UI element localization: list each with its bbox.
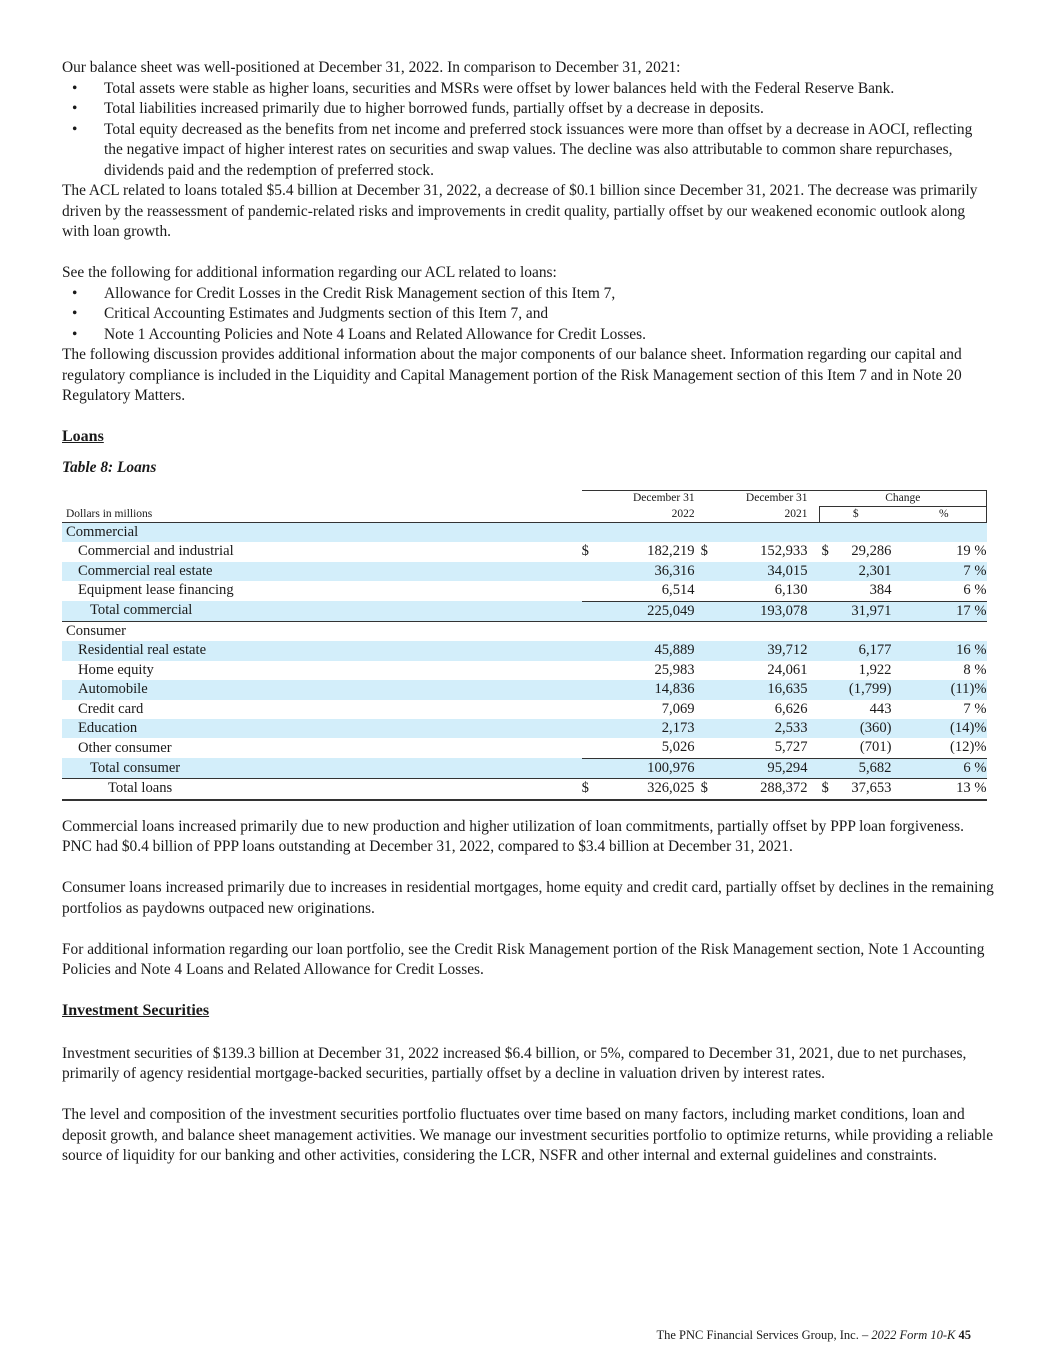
table-row: Total consumer 100,976 95,294 5,682 6 % <box>62 758 987 778</box>
see-following-bullet-list <box>62 284 994 346</box>
table-row: Equipment lease financing 6,514 6,130 384 6 % <box>62 581 987 601</box>
intro-lead: Our balance sheet was well-positioned at December 31, 2022. In comparison to December 31, 2021: <box>62 59 681 76</box>
intro-bullet-list <box>62 79 994 182</box>
table-title: Table 8: Loans <box>62 458 157 476</box>
table-row-total: Total loans $ 326,025 $ 288,372 $ 37,653 13 % <box>62 779 987 800</box>
bullet-icon: • <box>72 284 78 302</box>
consumer-loans-paragraph: Consumer loans increased primarily due to increases in residential mortgages, home equity and credit card, partially offset by declines in the remaining portfolios as paydowns outpaced new originations. <box>62 879 994 917</box>
document-page <box>62 58 994 1167</box>
bullet-icon: • <box>72 305 78 322</box>
bullet-icon: • <box>72 79 78 97</box>
loans-table <box>62 490 987 801</box>
table-row: Automobile 14,836 16,635 (1,799) (11)% <box>62 680 987 699</box>
table-row <box>62 523 987 543</box>
securities-paragraph-1: Investment securities of $139.3 billion at December 31, 2022 increased $6.4 billion, or 5%, compared to December 31, 2021, due to net purchases, primarily of agency residential mortgage-backed securities, partially offset by a decline in valuation driven by interest rates. <box>62 1044 967 1083</box>
list-item: • Critical Accounting Estimates and Judgments section of this Item 7, and <box>62 304 994 325</box>
bullet-icon: • <box>72 120 78 138</box>
acl-paragraph: The ACL related to loans totaled $5.4 billion at December 31, 2022, a decrease of $0.1 billion since December 31, 2021. The decrease was primarily driven by the reassessment of pandemic-related risks and improvements in credit quality, partially offset by our weakened economic outlook along with loan growth. <box>62 182 978 240</box>
loans-heading: Loans <box>62 428 104 445</box>
page-number: 45 <box>958 1328 971 1342</box>
section-commercial: Commercial <box>66 524 139 540</box>
table-row: Commercial real estate 36,316 34,015 2,301 7 % <box>62 562 987 581</box>
table-row: Total commercial 225,049 193,078 31,971 17 % <box>62 601 987 621</box>
page-footer <box>656 1327 971 1343</box>
table-header-row-bottom <box>62 507 987 523</box>
list-item: • Total equity decreased as the benefits from net income and preferred stock issuances were more than offset by a decrease in AOCI, reflecting the negative impact of higher interest rates on securities and swap values. The decline was also attributable to common share repurchases, dividends paid and the redemption of preferred stock. <box>72 120 973 179</box>
table-row: Residential real estate 45,889 39,712 6,177 16 % <box>62 641 987 660</box>
bullet-icon: • <box>72 325 78 343</box>
change-percent-header: % <box>901 507 986 523</box>
col-2021-header-bottom: 2021 <box>711 507 808 523</box>
list-item: • Total assets were stable as higher loans, securities and MSRs were offset by lower balances held with the Federal Reserve Bank. <box>62 79 994 100</box>
table-row <box>62 622 987 642</box>
table-row: Credit card 7,069 6,626 443 7 % <box>78 700 987 717</box>
commercial-loans-paragraph: Commercial loans increased primarily due to new production and higher utilization of loan commitments, partially offset by PPP loan forgiveness. PNC had $0.4 billion of PPP loans outstanding at December 31, 2022, compared to $3.4 billion at December 31, 2021. <box>62 817 965 856</box>
footer-form: 2022 Form 10-K <box>871 1328 956 1342</box>
table-row: Education 2,173 2,533 (360) (14)% <box>62 719 987 738</box>
col-2022-header-bottom: 2022 <box>598 507 695 523</box>
list-item: • Total liabilities increased primarily due to higher borrowed funds, partially offset by a decrease in deposits. <box>62 99 994 120</box>
discussion-paragraph: The following discussion provides additional information about the major components of our balance sheet. Information regarding our capital and regulatory compliance is included in the Liquidity and Capital Management portion of the Risk Management section of this Item 7 and in Note 20 Regulatory Matters. <box>62 346 962 404</box>
list-item: • Note 1 Accounting Policies and Note 4 Loans and Related Allowance for Credit Losses. <box>62 325 994 346</box>
table-row: Commercial and industrial $ 182,219 $ 152,933 $ 29,286 19 % <box>78 543 987 560</box>
table-row: Other consumer 5,026 5,727 (701) (12)% <box>62 738 987 758</box>
see-following-lead: See the following for additional information regarding our ACL related to loans: <box>62 264 557 281</box>
loan-portfolio-paragraph: For additional information regarding our loan portfolio, see the Credit Risk Management portion of the Risk Management section, Note 1 Accounting Policies and Note 4 Loans and Related Allowance for Credit Losses. <box>62 940 985 979</box>
col-2022-header-top: December 31 <box>598 491 695 507</box>
list-item: • Allowance for Credit Losses in the Credit Risk Management section of this Item 7, <box>62 284 994 305</box>
change-dollar-header: $ <box>820 507 892 523</box>
securities-paragraph-2: The level and composition of the investment securities portfolio fluctuates over time based on many factors, including market conditions, loan and deposit growth, and balance sheet management activities. We manage our investment securities portfolio to optimize returns, while providing a reliable source of liquidity for our banking and other activities, considering the LCR, NSFR and other internal and external guidelines and constraints. <box>62 1106 994 1165</box>
investment-securities-heading: Investment Securities <box>62 1002 210 1020</box>
change-header: Change <box>820 491 987 507</box>
table-row: Home equity 25,983 24,061 1,922 8 % <box>78 661 987 678</box>
bullet-icon: • <box>72 100 78 117</box>
units-label: Dollars in millions <box>62 507 582 523</box>
footer-company: The PNC Financial Services Group, Inc. – <box>656 1328 869 1342</box>
section-consumer: Consumer <box>66 623 126 640</box>
col-2021-header-top: December 31 <box>711 491 808 507</box>
table-header-row-top <box>62 491 987 507</box>
